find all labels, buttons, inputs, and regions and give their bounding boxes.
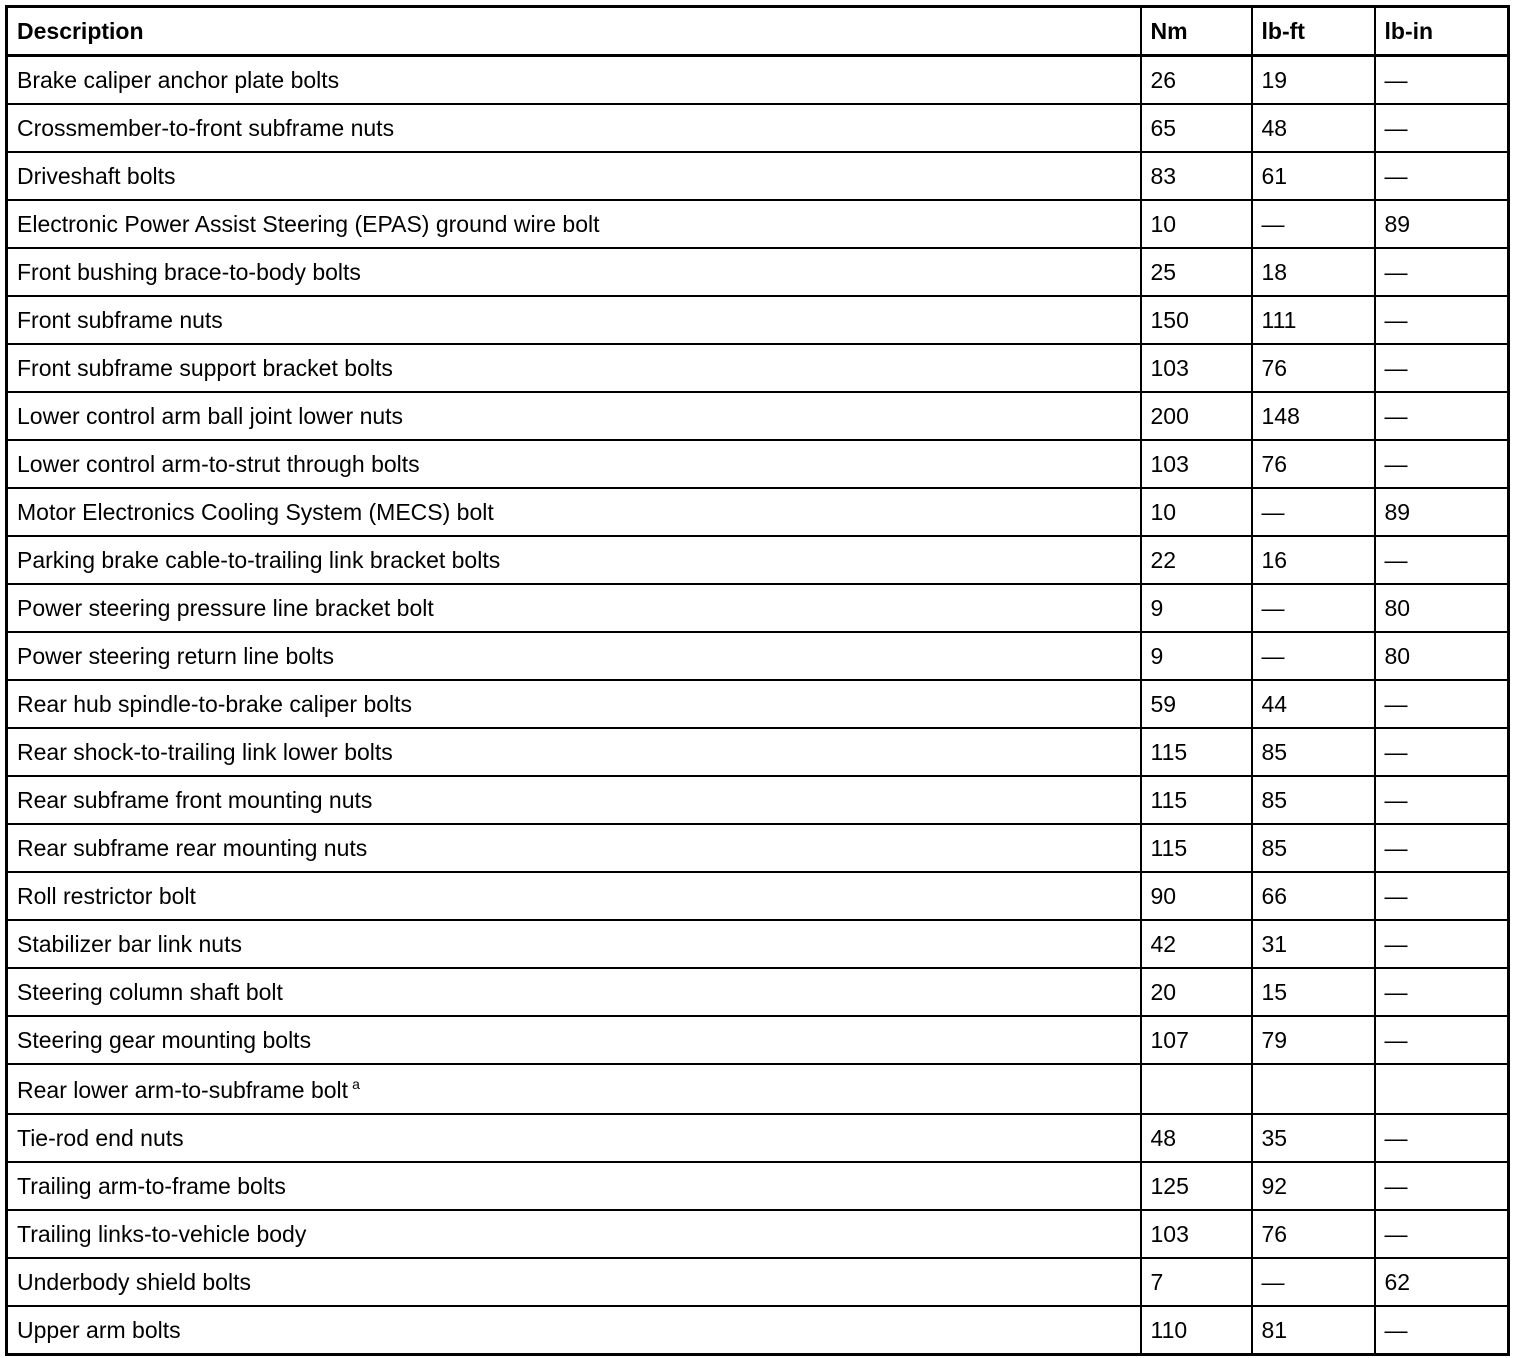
cell-lb-in: — bbox=[1375, 1162, 1509, 1210]
table-row bbox=[7, 56, 1509, 105]
cell-lb-in: 80 bbox=[1375, 584, 1509, 632]
cell-nm: 7 bbox=[1141, 1258, 1252, 1306]
table-header bbox=[7, 7, 1509, 56]
table-row bbox=[7, 104, 1509, 152]
table-row bbox=[7, 1306, 1509, 1355]
description-text: Upper arm bolts bbox=[17, 1316, 181, 1343]
cell-lb-in: — bbox=[1375, 776, 1509, 824]
table-row bbox=[7, 296, 1509, 344]
table-row bbox=[7, 872, 1509, 920]
table-row bbox=[7, 200, 1509, 248]
cell-nm: 150 bbox=[1141, 296, 1252, 344]
cell-lb-ft: 48 bbox=[1252, 104, 1375, 152]
description-text: Lower control arm ball joint lower nuts bbox=[17, 402, 404, 429]
header-description: Description bbox=[7, 7, 1141, 56]
header-row bbox=[7, 7, 1509, 56]
header-nm: Nm bbox=[1141, 7, 1252, 56]
cell-description bbox=[7, 680, 1141, 728]
cell-lb-ft: 79 bbox=[1252, 1016, 1375, 1064]
table-row bbox=[7, 152, 1509, 200]
cell-description bbox=[7, 872, 1141, 920]
cell-nm: 107 bbox=[1141, 1016, 1252, 1064]
torque-spec-table bbox=[5, 5, 1510, 1356]
description-text: Motor Electronics Cooling System (MECS) bolt bbox=[17, 498, 494, 525]
cell-lb-in: — bbox=[1375, 1306, 1509, 1355]
cell-lb-ft: 81 bbox=[1252, 1306, 1375, 1355]
cell-description bbox=[7, 1016, 1141, 1064]
description-text: Driveshaft bolts bbox=[17, 162, 176, 189]
cell-lb-in: — bbox=[1375, 392, 1509, 440]
table-row bbox=[7, 968, 1509, 1016]
table-row bbox=[7, 344, 1509, 392]
cell-lb-in: — bbox=[1375, 1210, 1509, 1258]
table-row bbox=[7, 440, 1509, 488]
description-text: Power steering pressure line bracket bolt bbox=[17, 594, 434, 621]
table-row bbox=[7, 1258, 1509, 1306]
cell-lb-in: 89 bbox=[1375, 488, 1509, 536]
cell-nm: 115 bbox=[1141, 824, 1252, 872]
cell-description bbox=[7, 1258, 1141, 1306]
cell-lb-ft: 31 bbox=[1252, 920, 1375, 968]
table-row bbox=[7, 1064, 1509, 1114]
cell-lb-ft: — bbox=[1252, 200, 1375, 248]
table-row bbox=[7, 920, 1509, 968]
cell-lb-in: — bbox=[1375, 344, 1509, 392]
cell-description bbox=[7, 584, 1141, 632]
cell-lb-in: — bbox=[1375, 1114, 1509, 1162]
cell-lb-ft: 76 bbox=[1252, 440, 1375, 488]
cell-description bbox=[7, 200, 1141, 248]
cell-description bbox=[7, 392, 1141, 440]
cell-description bbox=[7, 152, 1141, 200]
cell-nm: 10 bbox=[1141, 200, 1252, 248]
table-row bbox=[7, 824, 1509, 872]
cell-lb-ft: 148 bbox=[1252, 392, 1375, 440]
cell-nm: 25 bbox=[1141, 248, 1252, 296]
cell-description bbox=[7, 728, 1141, 776]
cell-lb-in: — bbox=[1375, 728, 1509, 776]
description-text: Front subframe support bracket bolts bbox=[17, 354, 393, 381]
cell-nm: 103 bbox=[1141, 344, 1252, 392]
cell-nm: 10 bbox=[1141, 488, 1252, 536]
cell-nm: 48 bbox=[1141, 1114, 1252, 1162]
description-text: Brake caliper anchor plate bolts bbox=[17, 66, 340, 93]
cell-lb-ft: — bbox=[1252, 488, 1375, 536]
cell-description bbox=[7, 440, 1141, 488]
cell-description bbox=[7, 1114, 1141, 1162]
cell-lb-ft: 85 bbox=[1252, 824, 1375, 872]
cell-description bbox=[7, 248, 1141, 296]
cell-lb-in: — bbox=[1375, 968, 1509, 1016]
description-text: Rear shock-to-trailing link lower bolts bbox=[17, 738, 393, 765]
description-text: Underbody shield bolts bbox=[17, 1268, 251, 1295]
description-text: Front bushing brace-to-body bolts bbox=[17, 258, 361, 285]
cell-lb-ft: 85 bbox=[1252, 776, 1375, 824]
table-row bbox=[7, 1114, 1509, 1162]
header-lb-in: lb-in bbox=[1375, 7, 1509, 56]
cell-description bbox=[7, 1162, 1141, 1210]
cell-lb-ft: 111 bbox=[1252, 296, 1375, 344]
cell-description bbox=[7, 1064, 1141, 1114]
torque-spec-table-container bbox=[5, 5, 1507, 1351]
cell-lb-in: — bbox=[1375, 536, 1509, 584]
description-text: Rear hub spindle-to-brake caliper bolts bbox=[17, 690, 413, 717]
cell-lb-in: 89 bbox=[1375, 200, 1509, 248]
table-row bbox=[7, 680, 1509, 728]
description-text: Power steering return line bolts bbox=[17, 642, 335, 669]
cell-lb-ft: 35 bbox=[1252, 1114, 1375, 1162]
table-row bbox=[7, 1210, 1509, 1258]
description-text: Roll restrictor bolt bbox=[17, 882, 196, 909]
table-body bbox=[7, 56, 1509, 1355]
cell-nm: 59 bbox=[1141, 680, 1252, 728]
cell-nm: 115 bbox=[1141, 776, 1252, 824]
description-text: Steering column shaft bolt bbox=[17, 978, 283, 1005]
table-row bbox=[7, 248, 1509, 296]
cell-description bbox=[7, 920, 1141, 968]
description-text: Crossmember-to-front subframe nuts bbox=[17, 114, 395, 141]
cell-lb-in: — bbox=[1375, 440, 1509, 488]
cell-lb-in: — bbox=[1375, 920, 1509, 968]
description-text: Rear subframe front mounting nuts bbox=[17, 786, 373, 813]
cell-lb-in: — bbox=[1375, 824, 1509, 872]
cell-lb-in: — bbox=[1375, 248, 1509, 296]
cell-nm: 110 bbox=[1141, 1306, 1252, 1355]
cell-description bbox=[7, 56, 1141, 105]
cell-description bbox=[7, 488, 1141, 536]
cell-nm bbox=[1141, 1064, 1252, 1114]
cell-lb-in: — bbox=[1375, 872, 1509, 920]
cell-description bbox=[7, 776, 1141, 824]
cell-lb-in: — bbox=[1375, 1016, 1509, 1064]
cell-lb-in: — bbox=[1375, 152, 1509, 200]
cell-lb-ft: 85 bbox=[1252, 728, 1375, 776]
description-text: Steering gear mounting bolts bbox=[17, 1026, 312, 1053]
cell-lb-in: — bbox=[1375, 104, 1509, 152]
table-row bbox=[7, 488, 1509, 536]
cell-lb-ft: 76 bbox=[1252, 1210, 1375, 1258]
cell-description bbox=[7, 344, 1141, 392]
cell-description bbox=[7, 632, 1141, 680]
cell-lb-ft: 15 bbox=[1252, 968, 1375, 1016]
description-text: Trailing arm-to-frame bolts bbox=[17, 1172, 286, 1199]
cell-lb-ft: 76 bbox=[1252, 344, 1375, 392]
cell-lb-ft: 16 bbox=[1252, 536, 1375, 584]
cell-nm: 90 bbox=[1141, 872, 1252, 920]
cell-description bbox=[7, 1306, 1141, 1355]
cell-nm: 22 bbox=[1141, 536, 1252, 584]
cell-nm: 42 bbox=[1141, 920, 1252, 968]
cell-nm: 200 bbox=[1141, 392, 1252, 440]
cell-nm: 20 bbox=[1141, 968, 1252, 1016]
table-row bbox=[7, 392, 1509, 440]
cell-lb-ft bbox=[1252, 1064, 1375, 1114]
cell-lb-ft: — bbox=[1252, 632, 1375, 680]
cell-description bbox=[7, 968, 1141, 1016]
table-row bbox=[7, 584, 1509, 632]
description-text: Front subframe nuts bbox=[17, 306, 223, 333]
cell-nm: 65 bbox=[1141, 104, 1252, 152]
cell-description bbox=[7, 104, 1141, 152]
cell-lb-ft: 66 bbox=[1252, 872, 1375, 920]
cell-lb-in: 80 bbox=[1375, 632, 1509, 680]
cell-nm: 115 bbox=[1141, 728, 1252, 776]
cell-description bbox=[7, 536, 1141, 584]
cell-lb-in bbox=[1375, 1064, 1509, 1114]
table-row bbox=[7, 632, 1509, 680]
cell-lb-in: — bbox=[1375, 296, 1509, 344]
cell-nm: 125 bbox=[1141, 1162, 1252, 1210]
cell-nm: 26 bbox=[1141, 56, 1252, 105]
cell-lb-in: 62 bbox=[1375, 1258, 1509, 1306]
cell-lb-ft: 44 bbox=[1252, 680, 1375, 728]
table-row bbox=[7, 776, 1509, 824]
table-row bbox=[7, 728, 1509, 776]
description-text: Tie-rod end nuts bbox=[17, 1124, 184, 1151]
description-text: Parking brake cable-to-trailing link bracket bolts bbox=[17, 546, 501, 573]
description-text: Lower control arm-to-strut through bolts bbox=[17, 450, 420, 477]
cell-nm: 103 bbox=[1141, 440, 1252, 488]
cell-nm: 103 bbox=[1141, 1210, 1252, 1258]
cell-lb-in: — bbox=[1375, 56, 1509, 105]
description-text: Electronic Power Assist Steering (EPAS) ground wire bolt bbox=[17, 210, 600, 237]
cell-description bbox=[7, 1210, 1141, 1258]
description-text: Stabilizer bar link nuts bbox=[17, 930, 242, 957]
cell-nm: 83 bbox=[1141, 152, 1252, 200]
cell-lb-ft: 61 bbox=[1252, 152, 1375, 200]
description-text: Trailing links-to-vehicle body bbox=[17, 1220, 307, 1247]
description-text: Rear subframe rear mounting nuts bbox=[17, 834, 368, 861]
cell-lb-ft: 18 bbox=[1252, 248, 1375, 296]
table-row bbox=[7, 1016, 1509, 1064]
footnote-marker: a bbox=[352, 1075, 360, 1092]
table-row bbox=[7, 536, 1509, 584]
cell-lb-ft: — bbox=[1252, 584, 1375, 632]
cell-description bbox=[7, 296, 1141, 344]
cell-lb-ft: 19 bbox=[1252, 56, 1375, 105]
description-text: Rear lower arm-to-subframe bolt bbox=[17, 1076, 349, 1103]
cell-nm: 9 bbox=[1141, 584, 1252, 632]
table-row bbox=[7, 1162, 1509, 1210]
cell-lb-ft: — bbox=[1252, 1258, 1375, 1306]
cell-lb-in: — bbox=[1375, 680, 1509, 728]
cell-nm: 9 bbox=[1141, 632, 1252, 680]
cell-description bbox=[7, 824, 1141, 872]
header-lb-ft: lb-ft bbox=[1252, 7, 1375, 56]
cell-lb-ft: 92 bbox=[1252, 1162, 1375, 1210]
